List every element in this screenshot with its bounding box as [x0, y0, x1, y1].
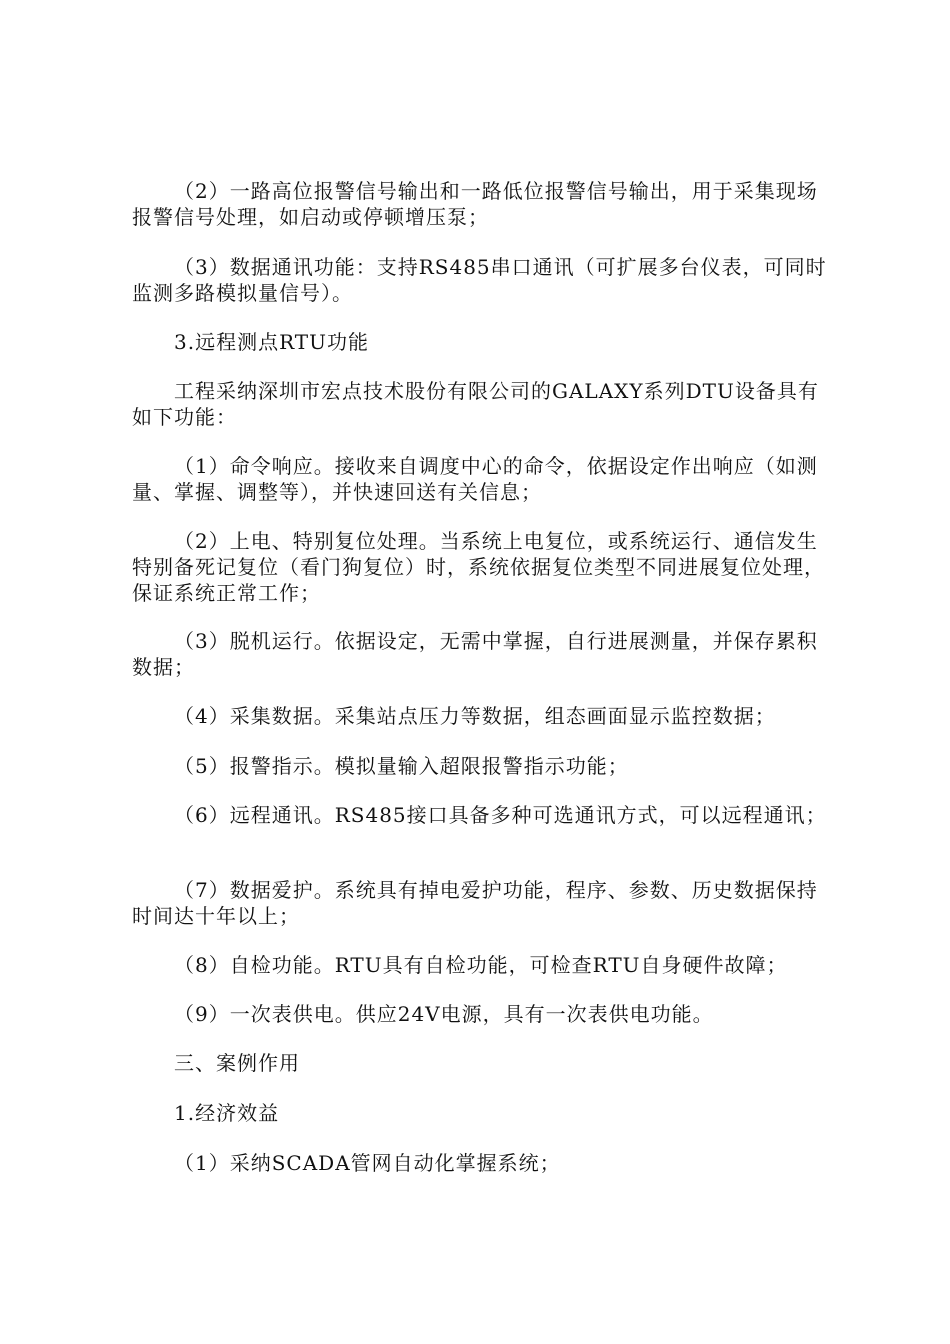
section-heading-economic-benefit: 1.经济效益 [174, 1101, 280, 1125]
paragraph-remote-communication: （6）远程通讯。RS485接口具备多种可选通讯方式，可以远程通讯； [174, 803, 827, 827]
paragraph-project-intro: 工程采纳深圳市宏点技术股份有限公司的GALAXY系列DTU设备具有如下功能： [132, 379, 819, 429]
paragraph-power-supply: （9）一次表供电。供应24V电源，具有一次表供电功能。 [174, 1002, 714, 1026]
paragraph-scada-adoption: （1）采纳SCADA管网自动化掌握系统； [174, 1151, 561, 1175]
paragraph-data-communication: （3）数据通讯功能：支持RS485串口通讯（可扩展多台仪表，可同时监测多路模拟量信号）。 [132, 255, 827, 305]
paragraph-alarm-indication: （5）报警指示。模拟量输入超限报警指示功能； [174, 754, 629, 778]
paragraph-alarm-output: （2）一路高位报警信号输出和一路低位报警信号输出，用于采集现场报警信号处理，如启动或停顿增压泵； [132, 179, 818, 229]
paragraph-command-response: （1）命令响应。接收来自调度中心的命令，依据设定作出响应（如测量、掌握、调整等），并快速回送有关信息； [132, 454, 818, 504]
paragraph-self-check: （8）自检功能。RTU具有自检功能，可检查RTU自身硬件故障； [174, 953, 788, 977]
paragraph-offline-run: （3）脱机运行。依据设定，无需中掌握，自行进展测量，并保存累积数据； [132, 629, 818, 679]
section-heading-rtu: 3.远程测点RTU功能 [174, 330, 369, 354]
section-heading-case-role: 三、案例作用 [174, 1051, 300, 1075]
paragraph-power-reset: （2）上电、特别复位处理。当系统上电复位，或系统运行、通信发生特别备死记复位（看门狗复位）时，系统依据复位类型不同进展复位处理，保证系统正常工作； [132, 529, 825, 605]
paragraph-data-collection: （4）采集数据。采集站点压力等数据，组态画面显示监控数据； [174, 704, 776, 728]
paragraph-data-protection: （7）数据爱护。系统具有掉电爱护功能，程序、参数、历史数据保持时间达十年以上； [132, 878, 818, 928]
